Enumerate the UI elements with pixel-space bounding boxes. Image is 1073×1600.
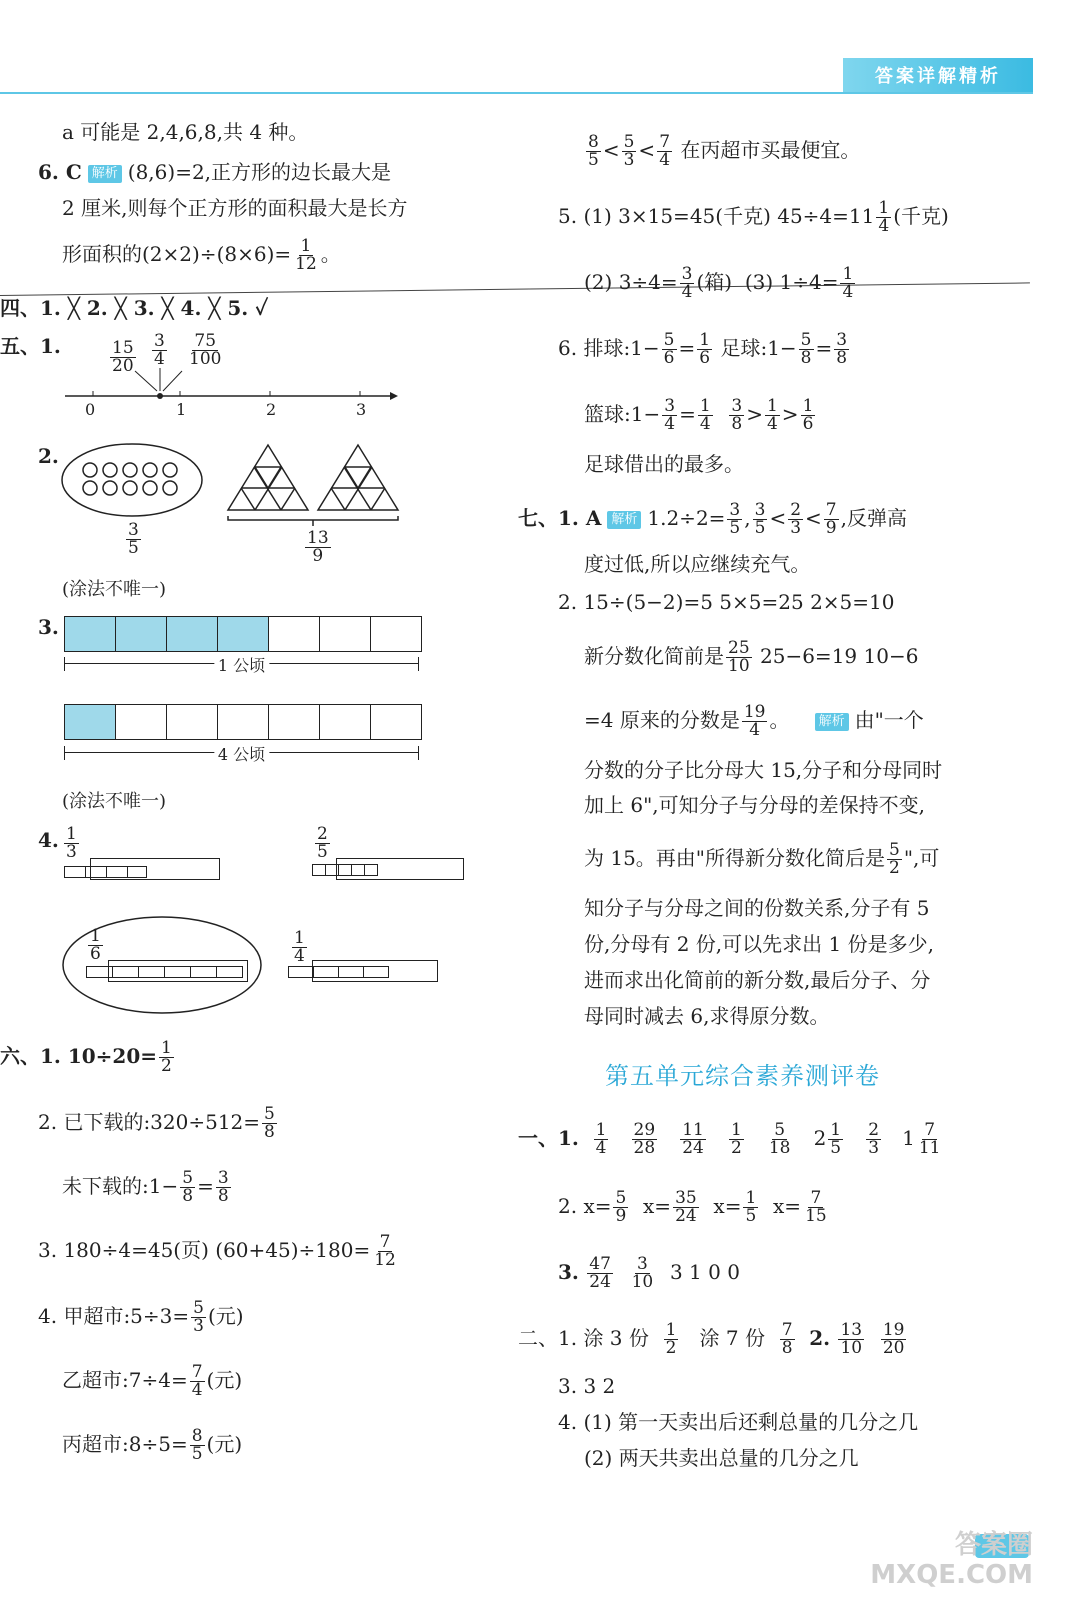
section-4: 四、1. ╳ 2. ╳ 3. ╳ 4. ╳ 5. ✓	[0, 296, 269, 320]
s6-q3: 3. 180÷4=45(页) (60+45)÷180= $\frac{7}{12}$	[38, 1232, 396, 1270]
q2-label: 2.	[38, 444, 59, 468]
note-1: (涂法不唯一)	[62, 579, 167, 600]
r-q7c: 2. 15÷(5−2)=5 5×5=25 2×5=10	[558, 590, 895, 614]
left-line-1: a 可能是 2,4,6,8,共 4 种。	[62, 120, 309, 144]
r-q6c: 足球借出的最多。	[584, 452, 744, 476]
s6-q1: 六、1. 10÷20= $\frac{1}{2}$	[0, 1038, 172, 1076]
s6-q2b: 未下载的:1− $\frac{5}{8}$ = $\frac{3}{8}$	[62, 1168, 229, 1206]
r-q7i: 知分子与分母之间的份数关系,分子有 5	[584, 896, 930, 920]
q6-line-b: 2 厘米,则每个正方形的面积最大是长方	[62, 196, 408, 220]
r-q6b: 篮球:1− $\frac{3}{4}$ = $\frac{1}{4}$ $\frac{3}{8}$ > $\frac{1}{4}$ > $\frac{1}{6}$	[584, 396, 814, 434]
r-line-1: $\frac{8}{5}$ < $\frac{5}{3}$ < $\frac{7}{4}$ 在丙超市买最便宜。	[588, 132, 861, 170]
q4-mini-c	[86, 966, 243, 978]
nl-label-3: 3	[356, 400, 367, 419]
r-q6a: 6. 排球:1− $\frac{5}{6}$ = $\frac{1}{6}$ 足球:1− $\frac{5}{8}$ = $\frac{3}{8}$	[558, 330, 848, 368]
r-q7h: 为 15。再由"所得新分数化简后是 $\frac{5}{2}$ ",可	[584, 840, 940, 878]
e-q3: 3. 3 2	[558, 1374, 616, 1398]
r-q7a: 七、1. A 解析 1.2÷2= $\frac{3}{5}$ , $\frac{3}{5}$ < $\frac{2}{3}$ < $\frac{7}{9}$ ,反弹高	[518, 500, 907, 538]
q2-frac-b: $\frac{13}{9}$	[307, 528, 329, 566]
q2-frac-a: $\frac{3}{5}$	[128, 520, 139, 558]
nl-label-0: 0	[85, 400, 96, 419]
s6-q4a: 4. 甲超市:5÷3= $\frac{5}{3}$ (元)	[38, 1298, 244, 1336]
divider-line	[0, 282, 1030, 296]
u-q1: 一、1. $\frac{1}{4}$ $\frac{29}{28}$ $\frac{11}{24}$ $\frac{1}{2}$ $\frac{5}{18}$ 2 $\frac{1}{5}$ $\frac{2}{3}$ 1 $\frac{7}{11}$	[518, 1120, 941, 1158]
r-q7f: 分数的分子比分母大 15,分子和分母同时	[584, 758, 943, 782]
r-q5b: (2) 3÷4= $\frac{3}{4}$ (箱) (3) 1÷4= $\frac{1}{4}$	[584, 264, 854, 302]
grid-2	[64, 704, 422, 740]
unit-title: 第五单元综合素养测评卷	[605, 1062, 880, 1090]
r-q7g: 加上 6",可知分子与分母的差保持不变,	[584, 793, 925, 817]
q4-frac-b: $\frac{2}{5}$	[317, 824, 328, 862]
header-tab: 答案详解精析	[843, 58, 1033, 92]
q6-line-a: 6. C 解析 (8,6)=2,正方形的边长最大是	[38, 160, 392, 184]
q4-mini-d	[288, 966, 389, 978]
q3-label: 3.	[38, 615, 59, 639]
section-5-label: 五、1.	[0, 334, 61, 358]
q4-label: 4.	[38, 828, 59, 852]
grid-1	[64, 616, 422, 652]
nl-frac-1: $\frac{15}{20}$	[112, 338, 134, 376]
r-q7e: =4 原来的分数是 $\frac{19}{4}$ 。 解析 由"一个	[584, 702, 924, 740]
nl-frac-2: $\frac{3}{4}$	[154, 331, 165, 369]
header-rule	[0, 92, 1033, 94]
watermark: 答案圈 MXQE.COM	[870, 1530, 1033, 1590]
q4-frac-d: $\frac{1}{4}$	[294, 928, 305, 966]
u-q2: 2. x= $\frac{5}{9}$ x= $\frac{35}{24}$ x= $\frac{1}{5}$ x= $\frac{7}{15}$	[558, 1188, 827, 1226]
r-q7b: 度过低,所以应继续充气。	[584, 552, 811, 576]
u-q3: 3. $\frac{47}{24}$ $\frac{3}{10}$ 3 1 0 0	[558, 1254, 740, 1292]
q4-frac-a: $\frac{1}{3}$	[66, 824, 77, 862]
r-q7k: 进而求出化简前的新分数,最后分子、分	[584, 968, 931, 992]
q4-mini-b	[312, 864, 378, 876]
q6-line-c: 形面积的(2×2)÷(8×6)= $\frac{1}{12}$ 。	[62, 236, 341, 274]
e-q4b: (2) 两天共卖出总量的几分之几	[584, 1446, 859, 1470]
s6-q4c: 丙超市:8÷5= $\frac{8}{5}$ (元)	[62, 1426, 243, 1464]
r-q7d: 新分数化简前是 $\frac{25}{10}$ 25−6=19 10−6	[584, 638, 919, 676]
q4-mini-a	[64, 866, 147, 878]
e-q1: 二、1. 涂 3 份 $\frac{1}{2}$ 涂 7 份 $\frac{7}{8}$ 2. $\frac{13}{10}$ $\frac{19}{20}$	[518, 1320, 905, 1358]
q4-frac-c: $\frac{1}{6}$	[90, 926, 101, 964]
nl-frac-3: $\frac{75}{100}$	[189, 331, 222, 369]
tag-badge: 解析	[88, 165, 122, 183]
dim-1: 1 公顷	[64, 657, 419, 671]
dim-2: 4 公顷	[64, 746, 419, 760]
s6-q2a: 2. 已下载的:320÷512= $\frac{5}{8}$	[38, 1104, 275, 1142]
nl-label-1: 1	[176, 400, 187, 419]
r-q5a: 5. (1) 3×15=45(千克) 45÷4=11 $\frac{1}{4}$ (千克)	[558, 198, 949, 236]
r-q7l: 母同时减去 6,求得原分数。	[584, 1004, 830, 1028]
e-q4a: 4. (1) 第一天卖出后还剩总量的几分之几	[558, 1410, 919, 1434]
r-q7j: 份,分母有 2 份,可以先求出 1 份是多少,	[584, 932, 934, 956]
nl-label-2: 2	[266, 400, 277, 419]
s6-q4b: 乙超市:7÷4= $\frac{7}{4}$ (元)	[62, 1362, 243, 1400]
note-2: (涂法不唯一)	[62, 791, 167, 812]
q2-figure	[60, 440, 420, 530]
